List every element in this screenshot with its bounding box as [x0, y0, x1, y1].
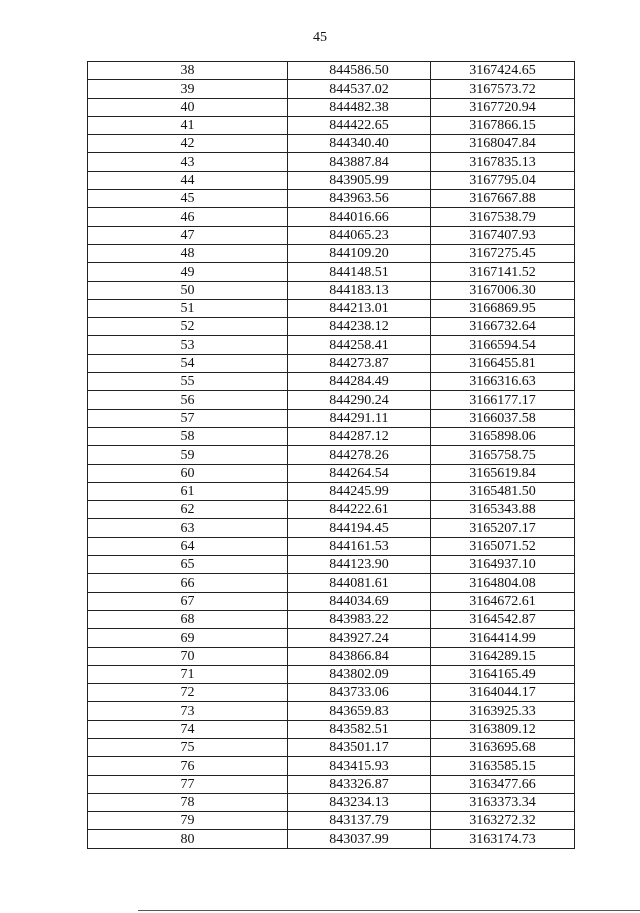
table-row: [88, 647, 575, 665]
table-row: [88, 665, 575, 683]
y-coordinate-cell: 3163585.15: [431, 757, 575, 775]
coordinates-table: [87, 61, 575, 849]
table-row: [88, 830, 575, 848]
point-number-cell: 65: [88, 556, 288, 574]
point-number-cell: 52: [88, 318, 288, 336]
x-coordinate-cell: 843866.84: [288, 647, 431, 665]
x-coordinate-cell: 844161.53: [288, 537, 431, 555]
y-coordinate-cell: 3165898.06: [431, 427, 575, 445]
scan-edge-line: [138, 910, 640, 911]
point-number-cell: 42: [88, 135, 288, 153]
point-number-cell: 80: [88, 830, 288, 848]
table-row: [88, 391, 575, 409]
y-coordinate-cell: 3164542.87: [431, 610, 575, 628]
table-row: [88, 171, 575, 189]
table-row: [88, 629, 575, 647]
y-coordinate-cell: 3167275.45: [431, 244, 575, 262]
x-coordinate-cell: 844238.12: [288, 318, 431, 336]
x-coordinate-cell: 843326.87: [288, 775, 431, 793]
x-coordinate-cell: 843733.06: [288, 684, 431, 702]
table-row: [88, 610, 575, 628]
x-coordinate-cell: 844016.66: [288, 208, 431, 226]
y-coordinate-cell: 3163809.12: [431, 720, 575, 738]
x-coordinate-cell: 843983.22: [288, 610, 431, 628]
x-coordinate-cell: 844034.69: [288, 592, 431, 610]
y-coordinate-cell: 3167720.94: [431, 98, 575, 116]
y-coordinate-cell: 3166455.81: [431, 354, 575, 372]
y-coordinate-cell: 3164044.17: [431, 684, 575, 702]
x-coordinate-cell: 844278.26: [288, 446, 431, 464]
x-coordinate-cell: 843582.51: [288, 720, 431, 738]
x-coordinate-cell: 843037.99: [288, 830, 431, 848]
table-row: [88, 574, 575, 592]
point-number-cell: 63: [88, 519, 288, 537]
table-row: [88, 409, 575, 427]
x-coordinate-cell: 843415.93: [288, 757, 431, 775]
y-coordinate-cell: 3163272.32: [431, 812, 575, 830]
table-row: [88, 793, 575, 811]
x-coordinate-cell: 844273.87: [288, 354, 431, 372]
table-row: [88, 354, 575, 372]
y-coordinate-cell: 3163695.68: [431, 738, 575, 756]
point-number-cell: 49: [88, 263, 288, 281]
x-coordinate-cell: 844291.11: [288, 409, 431, 427]
x-coordinate-cell: 843137.79: [288, 812, 431, 830]
point-number-cell: 62: [88, 501, 288, 519]
x-coordinate-cell: 844264.54: [288, 464, 431, 482]
point-number-cell: 72: [88, 684, 288, 702]
table-row: [88, 98, 575, 116]
y-coordinate-cell: 3165758.75: [431, 446, 575, 464]
x-coordinate-cell: 843905.99: [288, 171, 431, 189]
y-coordinate-cell: 3163174.73: [431, 830, 575, 848]
y-coordinate-cell: 3167407.93: [431, 226, 575, 244]
point-number-cell: 78: [88, 793, 288, 811]
y-coordinate-cell: 3167866.15: [431, 116, 575, 134]
x-coordinate-cell: 844245.99: [288, 482, 431, 500]
point-number-cell: 54: [88, 354, 288, 372]
table-row: [88, 537, 575, 555]
table-row: [88, 208, 575, 226]
x-coordinate-cell: 844109.20: [288, 244, 431, 262]
x-coordinate-cell: 844213.01: [288, 299, 431, 317]
table-row: [88, 62, 575, 80]
point-number-cell: 71: [88, 665, 288, 683]
point-number-cell: 79: [88, 812, 288, 830]
point-number-cell: 41: [88, 116, 288, 134]
table-row: [88, 519, 575, 537]
table-row: [88, 116, 575, 134]
x-coordinate-cell: 844194.45: [288, 519, 431, 537]
point-number-cell: 51: [88, 299, 288, 317]
x-coordinate-cell: 844183.13: [288, 281, 431, 299]
y-coordinate-cell: 3163477.66: [431, 775, 575, 793]
point-number-cell: 70: [88, 647, 288, 665]
point-number-cell: 43: [88, 153, 288, 171]
y-coordinate-cell: 3166594.54: [431, 336, 575, 354]
x-coordinate-cell: 844482.38: [288, 98, 431, 116]
table-row: [88, 190, 575, 208]
point-number-cell: 47: [88, 226, 288, 244]
table-row: [88, 427, 575, 445]
y-coordinate-cell: 3164672.61: [431, 592, 575, 610]
x-coordinate-cell: 843887.84: [288, 153, 431, 171]
coordinates-table-body: [88, 62, 575, 849]
table-row: [88, 263, 575, 281]
x-coordinate-cell: 843659.83: [288, 702, 431, 720]
x-coordinate-cell: 843234.13: [288, 793, 431, 811]
x-coordinate-cell: 844148.51: [288, 263, 431, 281]
y-coordinate-cell: 3164937.10: [431, 556, 575, 574]
point-number-cell: 59: [88, 446, 288, 464]
x-coordinate-cell: 844081.61: [288, 574, 431, 592]
y-coordinate-cell: 3165207.17: [431, 519, 575, 537]
table-row: [88, 135, 575, 153]
table-row: [88, 336, 575, 354]
x-coordinate-cell: 844258.41: [288, 336, 431, 354]
y-coordinate-cell: 3164165.49: [431, 665, 575, 683]
y-coordinate-cell: 3167424.65: [431, 62, 575, 80]
point-number-cell: 40: [88, 98, 288, 116]
x-coordinate-cell: 844284.49: [288, 373, 431, 391]
point-number-cell: 39: [88, 80, 288, 98]
table-row: [88, 775, 575, 793]
table-row: [88, 482, 575, 500]
table-row: [88, 556, 575, 574]
table-row: [88, 446, 575, 464]
point-number-cell: 55: [88, 373, 288, 391]
y-coordinate-cell: 3165481.50: [431, 482, 575, 500]
table-row: [88, 318, 575, 336]
x-coordinate-cell: 844287.12: [288, 427, 431, 445]
point-number-cell: 53: [88, 336, 288, 354]
y-coordinate-cell: 3168047.84: [431, 135, 575, 153]
point-number-cell: 75: [88, 738, 288, 756]
table-row: [88, 592, 575, 610]
x-coordinate-cell: 844340.40: [288, 135, 431, 153]
table-row: [88, 80, 575, 98]
x-coordinate-cell: 844290.24: [288, 391, 431, 409]
page-number: 45: [313, 30, 327, 45]
y-coordinate-cell: 3166177.17: [431, 391, 575, 409]
y-coordinate-cell: 3166316.63: [431, 373, 575, 391]
table-row: [88, 757, 575, 775]
y-coordinate-cell: 3167141.52: [431, 263, 575, 281]
y-coordinate-cell: 3167573.72: [431, 80, 575, 98]
y-coordinate-cell: 3167835.13: [431, 153, 575, 171]
y-coordinate-cell: 3165343.88: [431, 501, 575, 519]
y-coordinate-cell: 3166869.95: [431, 299, 575, 317]
table-row: [88, 373, 575, 391]
y-coordinate-cell: 3167667.88: [431, 190, 575, 208]
y-coordinate-cell: 3165619.84: [431, 464, 575, 482]
point-number-cell: 69: [88, 629, 288, 647]
x-coordinate-cell: 844422.65: [288, 116, 431, 134]
y-coordinate-cell: 3164289.15: [431, 647, 575, 665]
point-number-cell: 44: [88, 171, 288, 189]
x-coordinate-cell: 843927.24: [288, 629, 431, 647]
x-coordinate-cell: 844537.02: [288, 80, 431, 98]
y-coordinate-cell: 3163373.34: [431, 793, 575, 811]
point-number-cell: 67: [88, 592, 288, 610]
y-coordinate-cell: 3166732.64: [431, 318, 575, 336]
y-coordinate-cell: 3167006.30: [431, 281, 575, 299]
point-number-cell: 57: [88, 409, 288, 427]
y-coordinate-cell: 3166037.58: [431, 409, 575, 427]
x-coordinate-cell: 843501.17: [288, 738, 431, 756]
table-row: [88, 153, 575, 171]
table-row: [88, 738, 575, 756]
x-coordinate-cell: 844586.50: [288, 62, 431, 80]
table-row: [88, 684, 575, 702]
table-row: [88, 281, 575, 299]
y-coordinate-cell: 3164414.99: [431, 629, 575, 647]
point-number-cell: 76: [88, 757, 288, 775]
y-coordinate-cell: 3167795.04: [431, 171, 575, 189]
point-number-cell: 45: [88, 190, 288, 208]
table-row: [88, 702, 575, 720]
point-number-cell: 50: [88, 281, 288, 299]
point-number-cell: 38: [88, 62, 288, 80]
y-coordinate-cell: 3164804.08: [431, 574, 575, 592]
table-row: [88, 720, 575, 738]
point-number-cell: 61: [88, 482, 288, 500]
point-number-cell: 58: [88, 427, 288, 445]
table-row: [88, 299, 575, 317]
x-coordinate-cell: 843963.56: [288, 190, 431, 208]
y-coordinate-cell: 3165071.52: [431, 537, 575, 555]
point-number-cell: 46: [88, 208, 288, 226]
point-number-cell: 74: [88, 720, 288, 738]
point-number-cell: 60: [88, 464, 288, 482]
point-number-cell: 77: [88, 775, 288, 793]
table-row: [88, 226, 575, 244]
y-coordinate-cell: 3167538.79: [431, 208, 575, 226]
point-number-cell: 73: [88, 702, 288, 720]
x-coordinate-cell: 844123.90: [288, 556, 431, 574]
point-number-cell: 68: [88, 610, 288, 628]
table-row: [88, 244, 575, 262]
point-number-cell: 56: [88, 391, 288, 409]
point-number-cell: 48: [88, 244, 288, 262]
point-number-cell: 64: [88, 537, 288, 555]
x-coordinate-cell: 844065.23: [288, 226, 431, 244]
table-row: [88, 812, 575, 830]
table-row: [88, 464, 575, 482]
y-coordinate-cell: 3163925.33: [431, 702, 575, 720]
table-row: [88, 501, 575, 519]
x-coordinate-cell: 844222.61: [288, 501, 431, 519]
x-coordinate-cell: 843802.09: [288, 665, 431, 683]
point-number-cell: 66: [88, 574, 288, 592]
